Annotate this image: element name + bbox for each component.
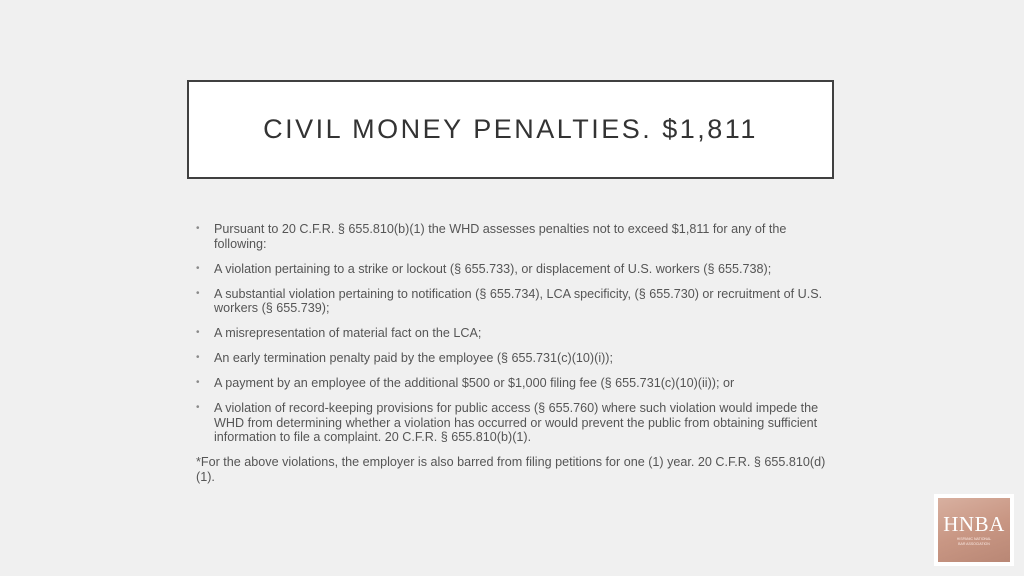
bullet-marker: • [196,377,200,388]
logo-subtitle-line: HISPANIC NATIONAL [956,537,992,541]
list-item [195,351,835,366]
bullet-list [195,222,835,445]
slide-body [195,222,835,484]
bullet-text: Pursuant to 20 C.F.R. § 655.810(b)(1) the WHD assesses penalties not to exceed $1,811 for any of the following: [214,222,787,251]
bullet-text: A payment by an employee of the additional $500 or $1,000 filing fee (§ 655.731(c)(10)(ii)); or [214,376,735,390]
bullet-marker: • [196,223,200,234]
bullet-text: A misrepresentation of material fact on the LCA; [214,326,482,340]
list-item [195,326,835,341]
logo-subtitle [957,537,992,546]
footnote: *For the above violations, the employer is also barred from filing petitions for one (1) year. 20 C.F.R. § 655.810(d)(1). [196,455,826,484]
hnba-logo [934,494,1014,566]
logo-subtitle-line: BAR ASSOCIATION [958,541,990,546]
logo-mark: HNBA [943,512,1005,536]
list-item [195,401,835,445]
title-box [187,80,834,179]
list-item [195,262,835,277]
bullet-text: A violation pertaining to a strike or lockout (§ 655.733), or displacement of U.S. workers (§ 655.738); [214,261,772,276]
bullet-marker: • [196,262,200,274]
bullet-marker: • [196,402,200,413]
logo-badge [938,498,1010,562]
bullet-marker: • [196,327,200,338]
bullet-text: A violation of record-keeping provisions for public access (§ 655.760) where such violation would impede the WHD from determining whether a violation has occurred or would prevent the public from obtaining sufficient information to file a complaint. 20 C.F.R. § 655.810(b)(1). [214,401,819,444]
bullet-marker: • [196,287,200,299]
list-item [195,287,835,316]
bullet-marker: • [196,352,200,363]
bullet-text: A substantial violation pertaining to notification (§ 655.734), LCA specificity, (§ 655.730) or recruitment of U.S. workers (§ 655.739); [214,286,823,315]
bullet-text: An early termination penalty paid by the employee (§ 655.731(c)(10)(i)); [214,351,614,365]
slide-title: CIVIL MONEY PENALTIES. $1,811 [263,114,758,144]
list-item [195,376,835,391]
list-item [195,222,835,251]
